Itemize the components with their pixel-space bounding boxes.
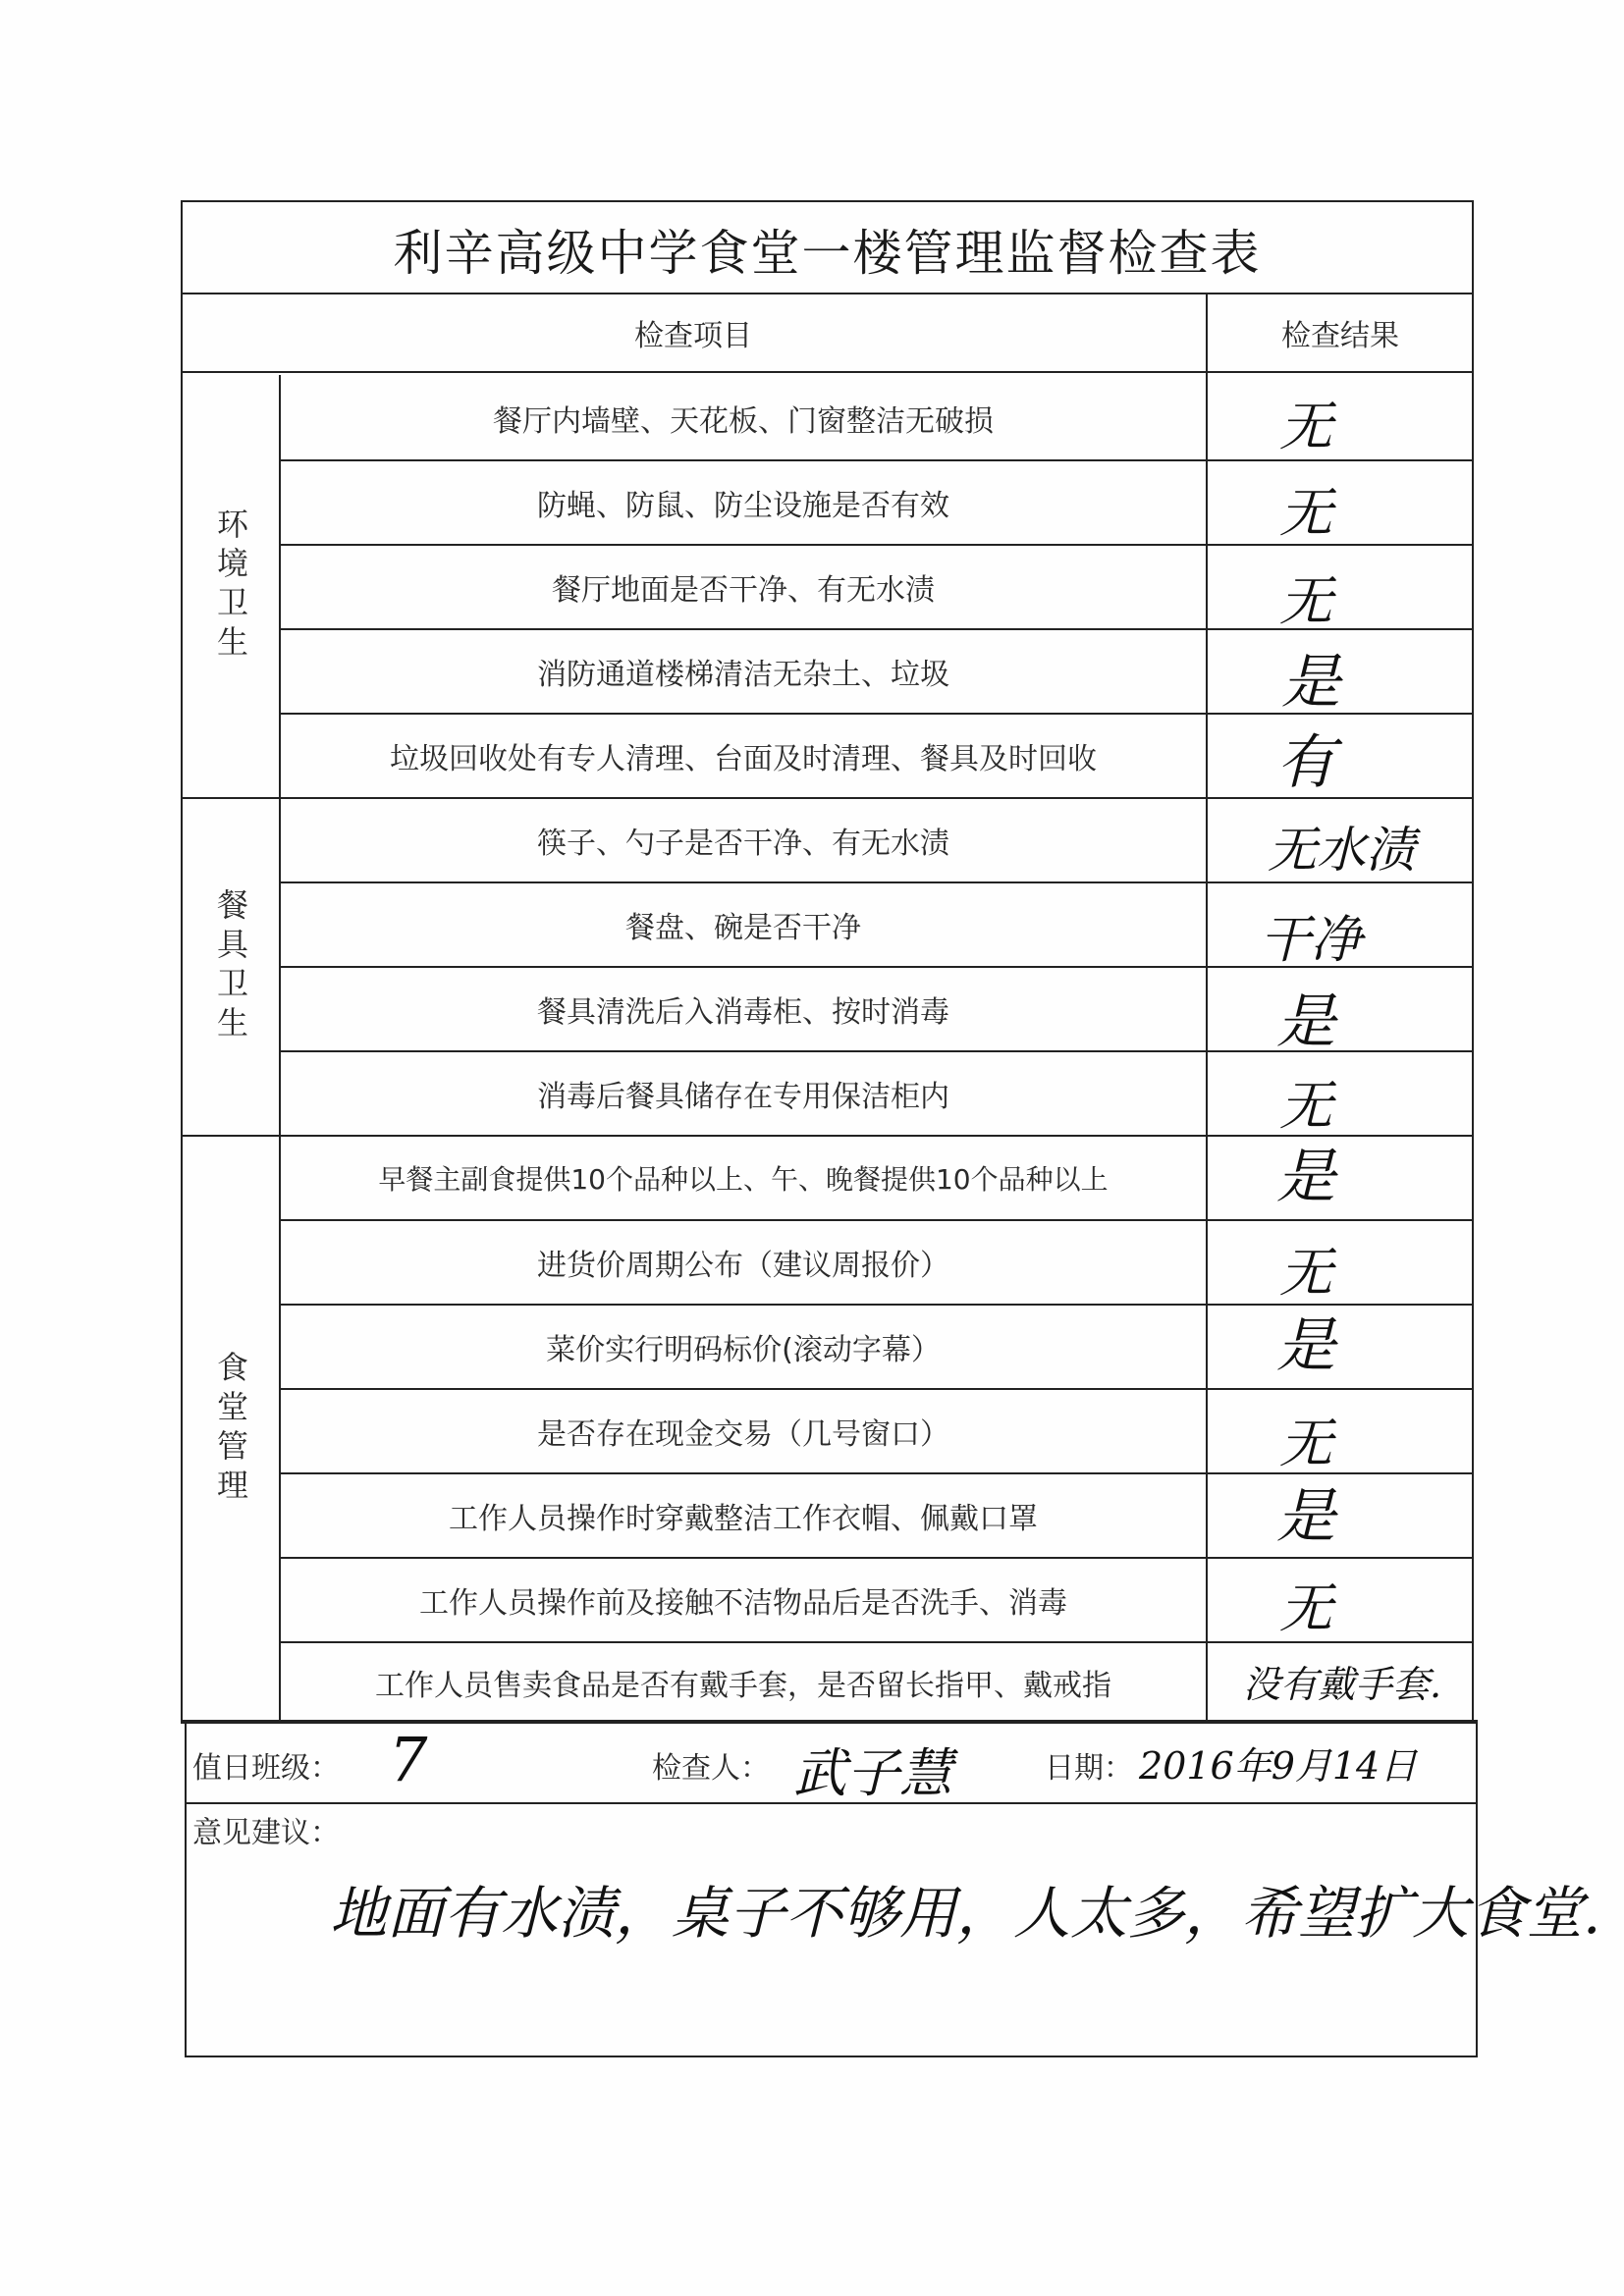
table-row-result: 是 [1276, 1482, 1335, 1551]
table-row-result: 是 [1281, 648, 1340, 717]
table-row-item: 消防通道楼梯清洁无杂土、垃圾 [537, 658, 949, 692]
table-row-item: 筷子、勺子是否干净、有无水渍 [537, 827, 949, 861]
form-title: 利辛高级中学食堂一楼管理监督检查表 [393, 225, 1262, 282]
category-tableware: 餐具卫生 [212, 888, 249, 1045]
table-row-item: 餐厅内墙壁、天花板、门窗整洁无破损 [493, 404, 994, 439]
table-row-item: 餐盘、碗是否干净 [625, 911, 861, 945]
table-row-item: 防蝇、防鼠、防尘设施是否有效 [537, 489, 949, 523]
table-row-item: 餐厅地面是否干净、有无水渍 [552, 573, 935, 608]
table-row-result: 无 [1279, 1412, 1332, 1474]
header-result-col: 检查结果 [1281, 319, 1399, 353]
table-row-item: 早餐主副食提供10个品种以上、午、晚餐提供10个品种以上 [378, 1163, 1109, 1196]
suggestion-label: 意见建议： [192, 1816, 340, 1850]
table-row-result: 无 [1279, 481, 1332, 544]
date-label: 日期： [1045, 1751, 1133, 1786]
table-row-result: 无 [1279, 1074, 1332, 1137]
table-row-result: 是 [1276, 988, 1335, 1056]
table-row-item: 工作人员售卖食品是否有戴手套，是否留长指甲、戴戒指 [375, 1669, 1111, 1703]
table-row-item: 工作人员操作时穿戴整洁工作衣帽、佩戴口罩 [449, 1502, 1038, 1536]
suggestion-text: 地面有水渍，桌子不够用，人太多，希望扩大食堂. [330, 1880, 1601, 1947]
table-row-result: 无 [1279, 395, 1332, 457]
duty-class-label: 值日班级： [192, 1751, 340, 1786]
table-row-item: 菜价实行明码标价(滚动字幕） [546, 1333, 941, 1367]
table-row-result: 有 [1276, 728, 1335, 797]
table-row-result: 无 [1279, 1576, 1332, 1639]
date-value: 2016年9月14日 [1139, 1744, 1418, 1788]
inspector-label: 检查人： [652, 1751, 770, 1786]
table-row-result: 没有戴手套. [1242, 1662, 1442, 1706]
inspector-signature: 武子慧 [793, 1742, 952, 1804]
table-row-result: 无 [1279, 569, 1332, 632]
table-row-item: 进货价周期公布（建议周报价） [537, 1249, 949, 1283]
table-row-item: 餐具清洗后入消毒柜、按时消毒 [537, 995, 949, 1030]
table-row-item: 垃圾回收处有专人清理、台面及时清理、餐具及时回收 [390, 742, 1097, 776]
table-row-result: 干净 [1259, 910, 1362, 970]
header-item-col: 检查项目 [634, 319, 752, 353]
table-row-result: 无水渍 [1268, 822, 1415, 879]
table-row-result: 是 [1276, 1311, 1335, 1380]
category-canteen-management: 食堂管理 [212, 1351, 249, 1508]
category-environment: 环境卫生 [212, 507, 249, 665]
table-row-item: 是否存在现金交易（几号窗口） [537, 1417, 949, 1452]
duty-class-value: 7 [389, 1724, 428, 1795]
table-row-item: 工作人员操作前及接触不洁物品后是否洗手、消毒 [419, 1586, 1067, 1621]
table-row-result: 是 [1276, 1143, 1335, 1211]
table-row-result: 无 [1279, 1241, 1332, 1304]
table-row-item: 消毒后餐具储存在专用保洁柜内 [537, 1080, 949, 1114]
